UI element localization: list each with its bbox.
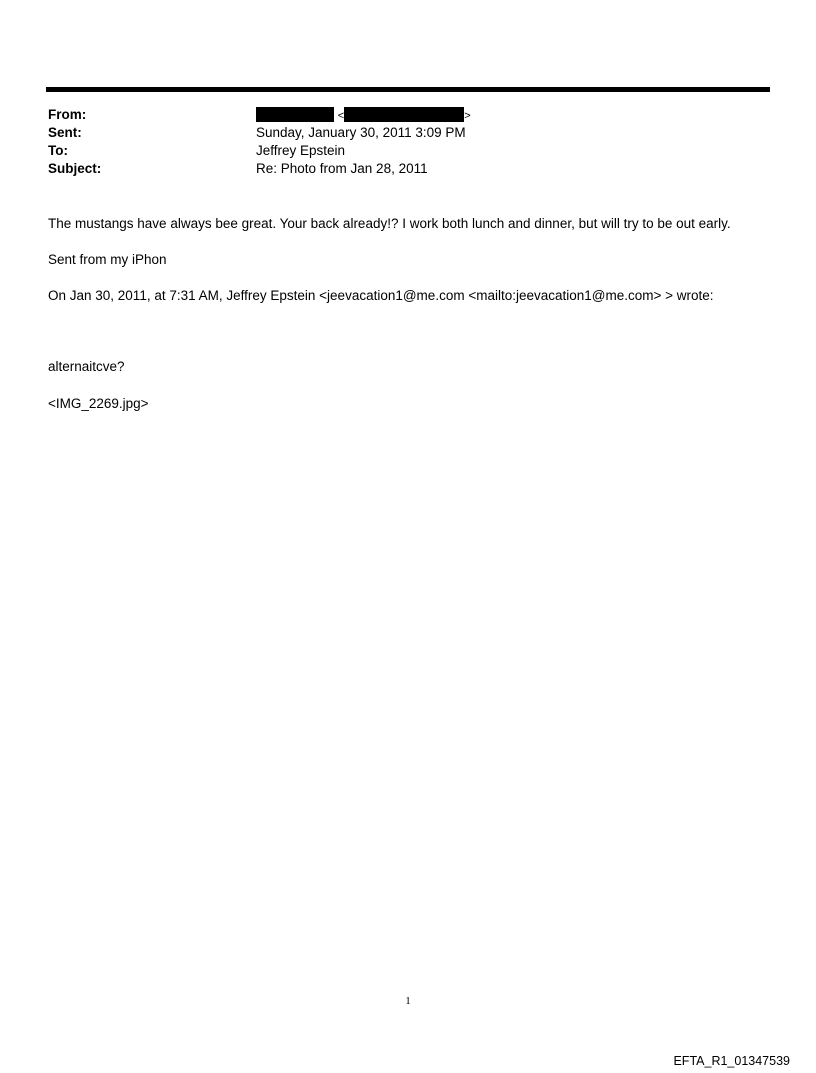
subject-value: Re: Photo from Jan 28, 2011 [256,161,428,176]
to-value: Jeffrey Epstein [256,143,346,158]
message-signature: Sent from my iPhon [48,252,167,267]
to-label: To: [48,143,68,158]
quoted-text: alternaitcve? [48,359,125,374]
from-close-bracket: > [464,110,471,122]
sent-value: Sunday, January 30, 2011 3:09 PM [256,125,466,140]
message-line-1: The mustangs have always bee great. Your back already!? I work both lunch and dinner, but will try to be out early. [48,216,731,231]
quoted-attribution: On Jan 30, 2011, at 7:31 AM, Jeffrey Epstein <jeevacation1@me.com <mailto:jeevacation1@me.com> > wrote: [48,288,714,303]
bates-number: EFTA_R1_01347539 [673,1054,790,1068]
sent-label: Sent: [48,125,82,140]
from-row [48,106,768,124]
page-number: 1 [405,995,411,1007]
redacted-sender-name [256,107,334,122]
attachment-reference: <IMG_2269.jpg> [48,396,149,411]
email-header [48,106,768,178]
to-row [48,142,768,160]
redacted-sender-email [344,107,464,122]
subject-label: Subject: [48,161,102,176]
header-divider [46,87,770,92]
from-label: From: [48,107,87,122]
sent-row [48,124,768,142]
from-open-bracket: < [337,110,345,122]
from-value [256,106,471,125]
subject-row [48,160,768,178]
